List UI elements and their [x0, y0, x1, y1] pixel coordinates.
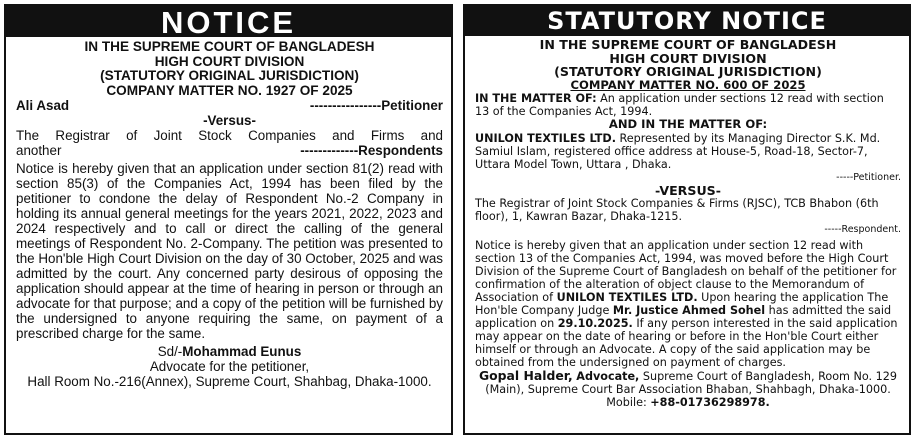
petitioner-name: Ali Asad — [16, 98, 70, 113]
respondent-label: -----Respondent. — [824, 224, 901, 235]
petitioner-label: -----Petitioner. — [836, 171, 901, 183]
signature-role: Advocate for the petitioner, — [149, 359, 310, 374]
company-paragraph — [475, 132, 901, 171]
signature-name: Gopal Halder, — [479, 368, 573, 383]
notice-judge-name: Mr. Justice Ahmed Sohel — [612, 304, 766, 317]
signature-address: Room No. 129 (Main), Supreme Court Bar Association Bhaban, Shahbagh, Dhaka-1000. Mobile: — [485, 370, 897, 409]
respondent-label: -------------Respondents — [300, 143, 443, 158]
matter-number: COMPANY MATTER NO. 600 OF 2025 — [570, 77, 806, 92]
court-heading: IN THE SUPREME COURT OF BANGLADESH — [84, 39, 375, 54]
right-notice — [463, 4, 911, 435]
court-heading: IN THE SUPREME COURT OF BANGLADESH — [539, 37, 837, 52]
signature-block — [475, 369, 901, 409]
matter-of-label: IN THE MATTER OF: — [475, 92, 597, 105]
matter-of-text: An application under sections 12 read with section 13 of the Companies Act, 1994. — [475, 92, 884, 118]
matter-of-paragraph — [475, 92, 901, 118]
notice-company-name: UNILON TEXTILES LTD. — [556, 291, 698, 304]
versus-label: -Versus- — [203, 113, 256, 128]
matter-heading: COMPANY MATTER NO. 1927 OF 2025 — [106, 82, 353, 98]
company-text: Represented by its Managing Director S.K. Md. Samiul Islam, registered office address at House-5, Road-18, Sector-7, Uttara Model Town, Uttara , Dhaka. — [475, 131, 881, 171]
respondent-another: another — [16, 143, 62, 158]
signature-prefix: Sd/- — [157, 344, 183, 359]
jurisdiction-heading: (STATUTORY ORIGINAL JURISDICTION) — [554, 64, 822, 79]
notice-banner: NOTICE — [6, 6, 451, 37]
notice-date: 29.10.2025. — [557, 317, 633, 330]
company-name: UNILON TEXTILES LTD. — [475, 131, 616, 145]
signature-court: Supreme Court of Bangladesh, — [642, 370, 815, 383]
petitioner-label: ----------------Petitioner — [309, 98, 443, 113]
signature-mobile: +88-01736298978. — [650, 396, 770, 409]
matter-heading — [475, 79, 901, 93]
notice-text-part: If any person interested in the said application may appear on the date of hearing or before in the Hon'ble Court either himself or through an Advocate. A copy of the said application may be obtained from the undersigned on payment of charges. — [475, 317, 898, 369]
notice-text — [475, 239, 901, 369]
notice-text-part: Upon hearing the application The Hon'ble Company Judge — [475, 291, 889, 317]
right-notice-body — [465, 36, 909, 409]
statutory-notice-banner: STATUTORY NOTICE — [465, 6, 909, 36]
left-notice-body — [6, 37, 451, 389]
division-heading: HIGH COURT DIVISION — [609, 50, 767, 66]
notice-text: Notice is hereby given that an application under section 81(2) read with section 85(3) of the Companies Act, 1994 has been filed by the petitioner to condone the delay of Respondent No.-2 Company in holding its annual general meetings for the years 2021, 2022, 2023 and 2024 respectively and to call or direct the calling of the general meetings of Respondent No. 2-Company. The petition was presented to the Hon'ble High Court Division on the day of 30 October, 2025 and was admitted by the court. Any concerned party desirous of opposing the application should appear at the time of hearing in person or through an advocate for that purpose; and a copy of the petition will be furnished by the undersigned to anyone requiring the same, on payment of a prescribed charge for the same. — [16, 161, 443, 341]
and-matter-heading: AND IN THE MATTER OF: — [608, 117, 768, 131]
signature-role: Advocate, — [576, 370, 640, 383]
jurisdiction-heading: (STATUTORY ORIGINAL JURISDICTION) — [100, 68, 359, 83]
versus-label: -VERSUS- — [655, 182, 721, 198]
left-notice — [4, 4, 453, 435]
signature-line — [16, 344, 443, 359]
respondent-text: The Registrar of Joint Stock Companies & Firms (RJSC), TCB Bhabon (6th floor), 1, Kawran Bazar, Dhaka-1215. — [475, 197, 879, 223]
petitioner-row — [16, 98, 443, 113]
notice-text-part: Notice is hereby given that an application under section 12 read with section 13 of the Companies Act, 1994, was moved before the High Court Division of the Supreme Court of Bangladesh on behalf of the petitioner for confirmation of the alteration of object clause to the Memorandum of Association of — [475, 239, 897, 304]
respondent-line: The Registrar of Joint Stock Companies and Firms and — [16, 128, 443, 143]
division-heading: HIGH COURT DIVISION — [154, 53, 305, 69]
signature-address: Hall Room No.-216(Annex), Supreme Court, Shahbag, Dhaka-1000. — [27, 374, 432, 389]
notice-text-part: has admitted the said application on — [475, 304, 892, 330]
respondent-row — [16, 143, 443, 158]
signature-name: Mohammad Eunus — [182, 344, 302, 359]
